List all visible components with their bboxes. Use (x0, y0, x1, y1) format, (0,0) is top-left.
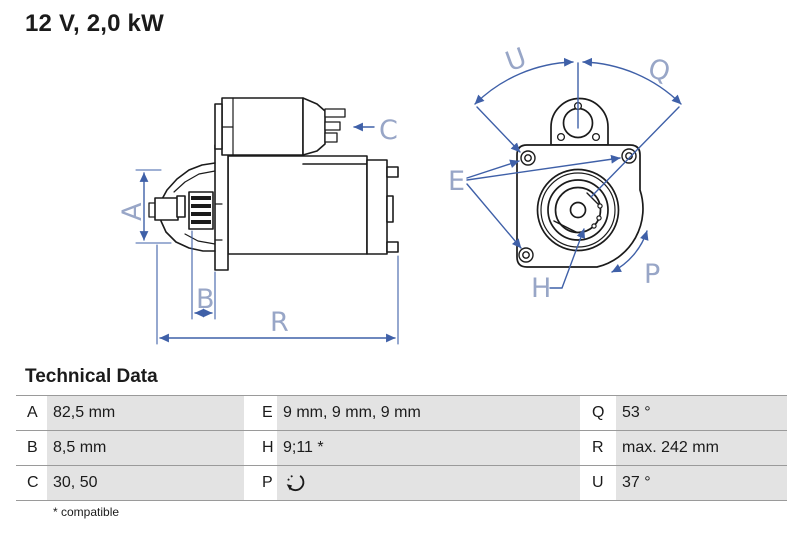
dim-label-h: H (531, 273, 552, 304)
param-label: Q (580, 396, 616, 430)
end-cap-tab-bottom (387, 242, 398, 252)
motor-body (228, 156, 367, 254)
param-value: 8,5 mm (47, 431, 244, 465)
param-value: 53 ° (616, 396, 787, 430)
dim-label-b: B (196, 284, 215, 315)
solenoid-terminal (325, 122, 340, 130)
param-label: U (580, 466, 616, 500)
drive-housing-contour (185, 234, 215, 244)
solenoid-terminal (325, 133, 337, 142)
page-title: 12 V, 2,0 kW (25, 10, 164, 37)
bolt-hole (525, 155, 531, 161)
param-value: 30, 50 (47, 466, 244, 500)
spline-notch (592, 224, 596, 228)
spline-notch (597, 216, 601, 220)
dim-label-r: R (270, 307, 289, 338)
dim-e-leader (467, 161, 519, 178)
mount-hole (558, 134, 565, 141)
mount-hole (593, 134, 600, 141)
solenoid-taper (303, 98, 325, 155)
param-label: E (244, 396, 277, 430)
param-value: 9 mm, 9 mm, 9 mm (277, 396, 580, 430)
dim-label-u: U (501, 42, 531, 79)
dim-label-c: C (379, 115, 398, 146)
param-value: max. 242 mm (616, 431, 787, 465)
mounting-flange (215, 145, 228, 270)
solenoid-terminal (325, 109, 345, 117)
param-value: 82,5 mm (47, 396, 244, 430)
table-footnote: * compatible (53, 505, 120, 519)
param-label: B (16, 431, 47, 465)
param-label: R (580, 431, 616, 465)
dim-label-q: Q (644, 52, 674, 89)
table-row (16, 430, 787, 465)
param-value: 37 ° (616, 466, 787, 500)
spline-notch (598, 204, 602, 208)
end-cap-tab-top (387, 167, 398, 177)
technical-data-section (16, 366, 787, 519)
table-heading: Technical Data (25, 366, 158, 387)
dim-label-p: P (644, 259, 661, 290)
side-view-drawing (149, 98, 398, 270)
dim-e-leader (467, 184, 521, 248)
param-value-icon-cell (277, 466, 580, 500)
param-label: H (244, 431, 277, 465)
param-label: P (244, 466, 277, 500)
param-label: C (16, 466, 47, 500)
solenoid-left-cap (215, 104, 222, 149)
bearing-collar (177, 196, 185, 217)
param-label: A (16, 396, 47, 430)
table-row (16, 465, 787, 501)
drive-housing-contour (174, 171, 215, 192)
motor-end-cap (367, 160, 387, 254)
param-value: 9;11 * (277, 431, 580, 465)
dim-u-leg (477, 107, 520, 152)
shaft-block (155, 198, 178, 220)
rotation-direction-icon (283, 470, 309, 496)
technical-data-table (16, 395, 787, 501)
end-cap-bump (387, 196, 393, 222)
shaft-bore (571, 203, 586, 218)
table-row (16, 395, 787, 430)
solenoid-body (222, 98, 303, 155)
bolt-hole (523, 252, 529, 258)
dim-label-a: A (117, 202, 148, 221)
dim-label-e: E (448, 166, 466, 197)
